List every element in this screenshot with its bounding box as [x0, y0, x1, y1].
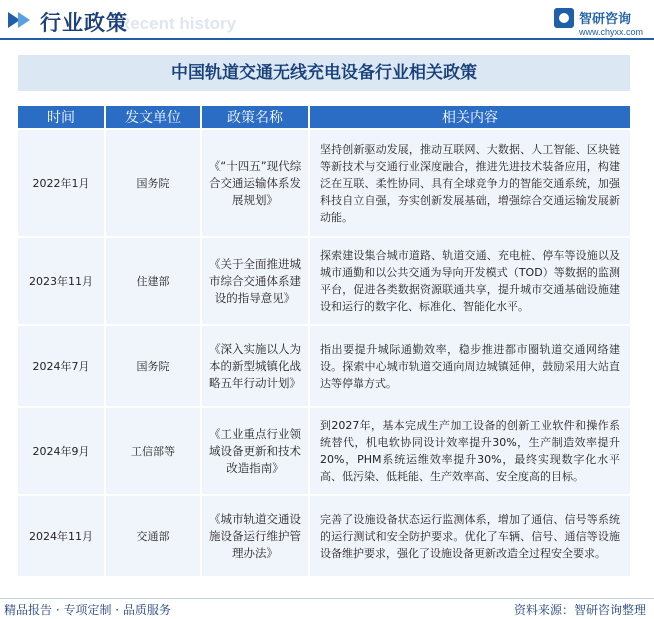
footer-source: 资料来源：智研咨询整理	[513, 603, 646, 617]
footer-slogan: 精品报告 · 专项定制 · 品质服务	[4, 603, 171, 617]
cell-unit: 国务院	[106, 130, 202, 236]
table-row	[18, 408, 630, 494]
cell-policy-name: 《工业重点行业领域设备更新和技术改造指南》	[202, 408, 310, 494]
logo-icon	[554, 8, 574, 28]
cell-unit: 交通部	[106, 496, 202, 576]
section-title: 行业政策	[40, 11, 128, 35]
header-watermark: Recent history	[118, 14, 237, 33]
cell-unit: 工信部等	[106, 408, 202, 494]
cell-content: 完善了设施设备状态运行监测体系，增加了通信、信号等系统的运行测试和安全防护要求。优化了车辆、信号、通信等设施设备维护要求，强化了设施设备更新改造全过程安全要求。	[310, 496, 630, 576]
footer-divider	[0, 598, 654, 599]
arrow-icon	[18, 12, 30, 28]
cell-policy-name: 《城市轨道交通设施设备运行维护管理办法》	[202, 496, 310, 576]
cell-time: 2023年11月	[18, 238, 106, 324]
cell-content: 坚持创新驱动发展，推动互联网、大数据、人工智能、区块链等新技术与交通行业深度融合，推进先进技术装备应用，构建泛在互联、柔性协同、具有全球竞争力的智能交通系统，加强科技自立自强，夯实创新发展基础，增强综合交通运输发展新动能。	[310, 130, 630, 236]
table-row	[18, 238, 630, 324]
logo-url: www.chyxx.com	[579, 27, 644, 37]
cell-unit: 国务院	[106, 326, 202, 406]
column-header-time: 时间	[18, 106, 106, 128]
cell-content: 指出要提升城际通勤效率，稳步推进都市圈轨道交通网络建设。探索中心城市轨道交通向周边城镇延伸，鼓励采用大站直达等停靠方式。	[310, 326, 630, 406]
cell-policy-name: 《关于全面推进城市综合交通体系建设的指导意见》	[202, 238, 310, 324]
column-header-name: 政策名称	[202, 106, 310, 128]
column-header-unit: 发文单位	[106, 106, 202, 128]
policy-table	[18, 104, 630, 578]
brand-logo	[554, 6, 649, 40]
cell-time: 2024年9月	[18, 408, 106, 494]
cell-time: 2022年1月	[18, 130, 106, 236]
cell-policy-name: 《深入实施以人为本的新型城镇化战略五年行动计划》	[202, 326, 310, 406]
header-divider	[0, 38, 654, 40]
cell-time: 2024年11月	[18, 496, 106, 576]
cell-content: 探索建设集合城市道路、轨道交通、充电桩、停车等设施以及城市通勤和以公共交通为导向开发模式（TOD）等数据的监测平台，促进各类数据资源联通共享，提升城市交通基础设施建设和运行的数字化、标准化、智能化水平。	[310, 238, 630, 324]
cell-content: 到2027年，基本完成生产加工设备的创新工业软件和操作系统替代，机电软协同设计效率提升30%，生产制造效率提升20%，PHM系统运维效率提升30%，最终实现数字化水平高、低污染、低耗能、生产效率高、安全度高的目标。	[310, 408, 630, 494]
cell-unit: 住建部	[106, 238, 202, 324]
logo-name: 智研咨询	[579, 12, 632, 27]
column-header-content: 相关内容	[310, 106, 630, 128]
table-row	[18, 130, 630, 236]
table-row	[18, 496, 630, 576]
table-row	[18, 326, 630, 406]
cell-time: 2024年7月	[18, 326, 106, 406]
table-header-row	[18, 106, 630, 128]
table-title: 中国轨道交通无线充电设备行业相关政策	[18, 55, 630, 91]
page-footer	[0, 598, 654, 619]
page-header	[0, 0, 654, 40]
cell-policy-name: 《“十四五”现代综合交通运输体系发展规划》	[202, 130, 310, 236]
